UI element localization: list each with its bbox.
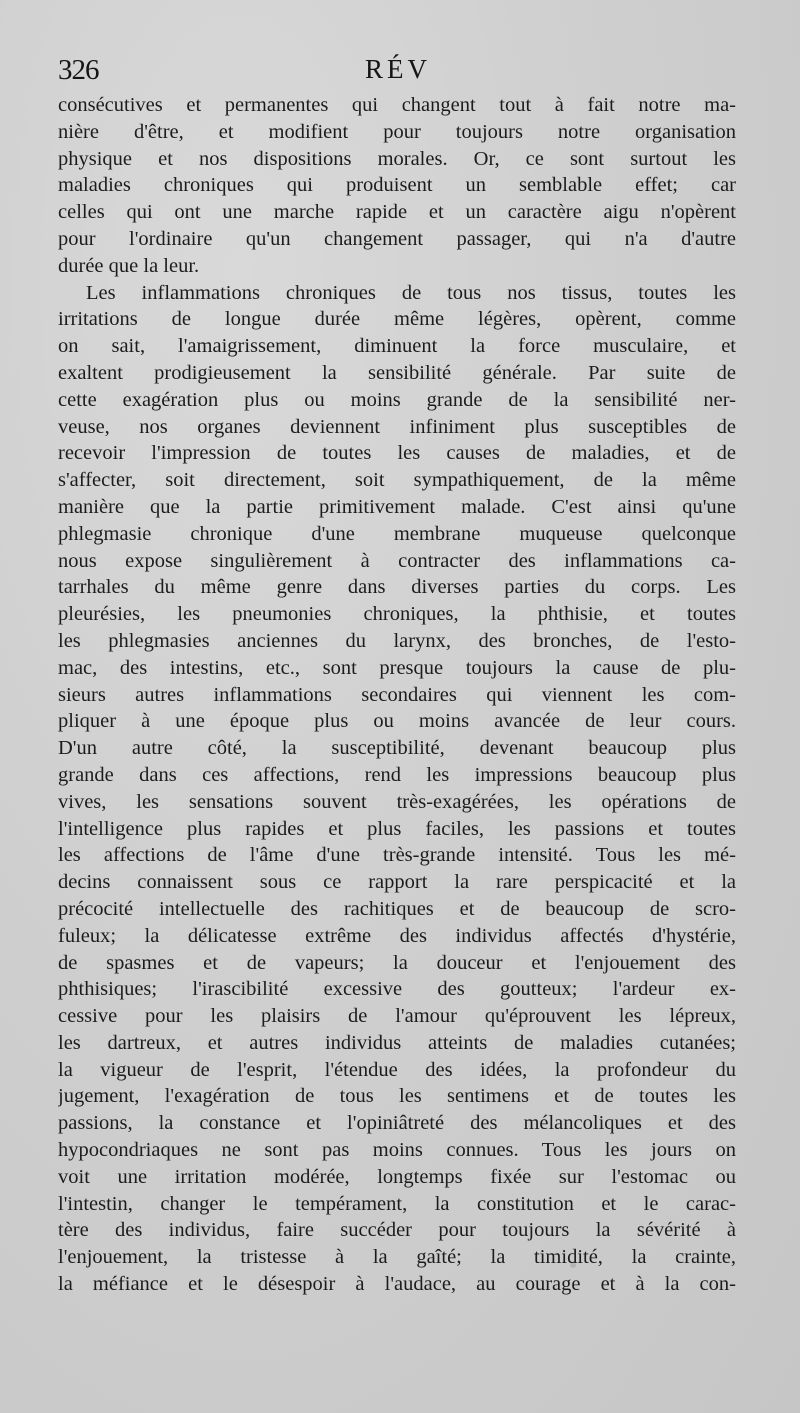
text-line: recevoir l'impression de toutes les causes de maladies, et de <box>58 442 736 465</box>
text-line: pleurésies, les pneumonies chroniques, la phthisie, et toutes <box>58 603 736 626</box>
text-line: passions, la constance et l'opiniâtreté des mélancoliques et des <box>58 1112 736 1135</box>
text-line: tère des individus, faire succéder pour toujours la sévérité à <box>58 1219 736 1242</box>
page-number: 326 <box>58 54 99 86</box>
text-line: maladies chroniques qui produisent un semblable effet; car <box>58 174 736 197</box>
text-line: cette exagération plus ou moins grande de la sensibilité ner- <box>58 388 736 411</box>
text-line: D'un autre côté, la susceptibilité, devenant beaucoup plus <box>58 737 736 760</box>
paragraph <box>58 280 736 1298</box>
text-line: les affections de l'âme d'une très-grande intensité. Tous les mé- <box>58 844 736 867</box>
text-line: hypocondriaques ne sont pas moins connues. Tous les jours on <box>58 1139 736 1162</box>
body-text <box>58 92 736 1298</box>
text-line: s'affecter, soit directement, soit sympathiquement, de la même <box>58 469 736 492</box>
text-line: jugement, l'exagération de tous les sentimens et de toutes les <box>58 1085 736 1108</box>
text-line: voit une irritation modérée, longtemps fixée sur l'estomac ou <box>58 1165 736 1188</box>
text-line: celles qui ont une marche rapide et un caractère aigu n'opèrent <box>58 201 736 224</box>
text-line: fuleux; la délicatesse extrême des individus affectés d'hystérie, <box>58 924 736 947</box>
text-line: précocité intellectuelle des rachitiques et de beaucoup de scro- <box>58 897 736 920</box>
text-line: decins connaissent sous ce rapport la rare perspicacité et la <box>58 871 736 894</box>
text-line: grande dans ces affections, rend les impressions beaucoup plus <box>58 763 736 786</box>
text-line: la vigueur de l'esprit, l'étendue des idées, la profondeur du <box>58 1058 736 1081</box>
text-line: phthisiques; l'irascibilité excessive des goutteux; l'ardeur ex- <box>58 978 736 1001</box>
text-line: les dartreux, et autres individus atteints de maladies cutanées; <box>58 1031 736 1054</box>
text-line: pliquer à une époque plus ou moins avancée de leur cours. <box>58 710 736 733</box>
text-line: pour l'ordinaire qu'un changement passager, qui n'a d'autre <box>58 227 736 250</box>
text-line: l'enjouement, la tristesse à la gaîté; la timidité, la crainte, <box>58 1246 736 1269</box>
text-line: tarrhales du même genre dans diverses parties du corps. Les <box>58 576 736 599</box>
text-line: les phlegmasies anciennes du larynx, des bronches, de l'esto- <box>58 629 736 652</box>
text-line: manière que la partie primitivement malade. C'est ainsi qu'une <box>58 495 736 518</box>
text-line: mac, des intestins, etc., sont presque toujours la cause de plu- <box>58 656 736 679</box>
text-line: la méfiance et le désespoir à l'audace, au courage et à la con- <box>58 1273 736 1296</box>
text-line: nière d'être, et modifient pour toujours notre organisation <box>58 120 736 143</box>
text-line: nous expose singulièrement à contracter des inflammations ca- <box>58 549 736 572</box>
text-line: durée que la leur. <box>58 254 200 277</box>
text-line: cessive pour les plaisirs de l'amour qu'éprouvent les lépreux, <box>58 1005 736 1028</box>
text-line: de spasmes et de vapeurs; la douceur et l'enjouement des <box>58 951 736 974</box>
text-line: physique et nos dispositions morales. Or, ce sont surtout les <box>58 147 736 170</box>
text-line: veuse, nos organes deviennent infiniment plus susceptibles de <box>58 415 736 438</box>
text-line: exaltent prodigieusement la sensibilité générale. Par suite de <box>58 361 736 384</box>
text-line: vives, les sensations souvent très-exagérées, les opérations de <box>58 790 736 813</box>
text-line: on sait, l'amaigrissement, diminuent la force musculaire, et <box>58 335 736 358</box>
running-head: RÉV <box>365 54 431 84</box>
paragraph <box>58 92 736 280</box>
text-line: consécutives et permanentes qui changent tout à fait notre ma- <box>58 94 736 116</box>
text-line: phlegmasie chronique d'une membrane muqueuse quelconque <box>58 522 736 545</box>
page-header <box>58 50 738 90</box>
text-line: l'intestin, changer le tempérament, la constitution et le carac- <box>58 1192 736 1215</box>
text-line: Les inflammations chroniques de tous nos tissus, toutes les <box>86 281 736 304</box>
text-line: irritations de longue durée même légères, opèrent, comme <box>58 308 736 331</box>
text-line: sieurs autres inflammations secondaires qui viennent les com- <box>58 683 736 706</box>
text-line: l'intelligence plus rapides et plus faciles, les passions et toutes <box>58 817 736 840</box>
